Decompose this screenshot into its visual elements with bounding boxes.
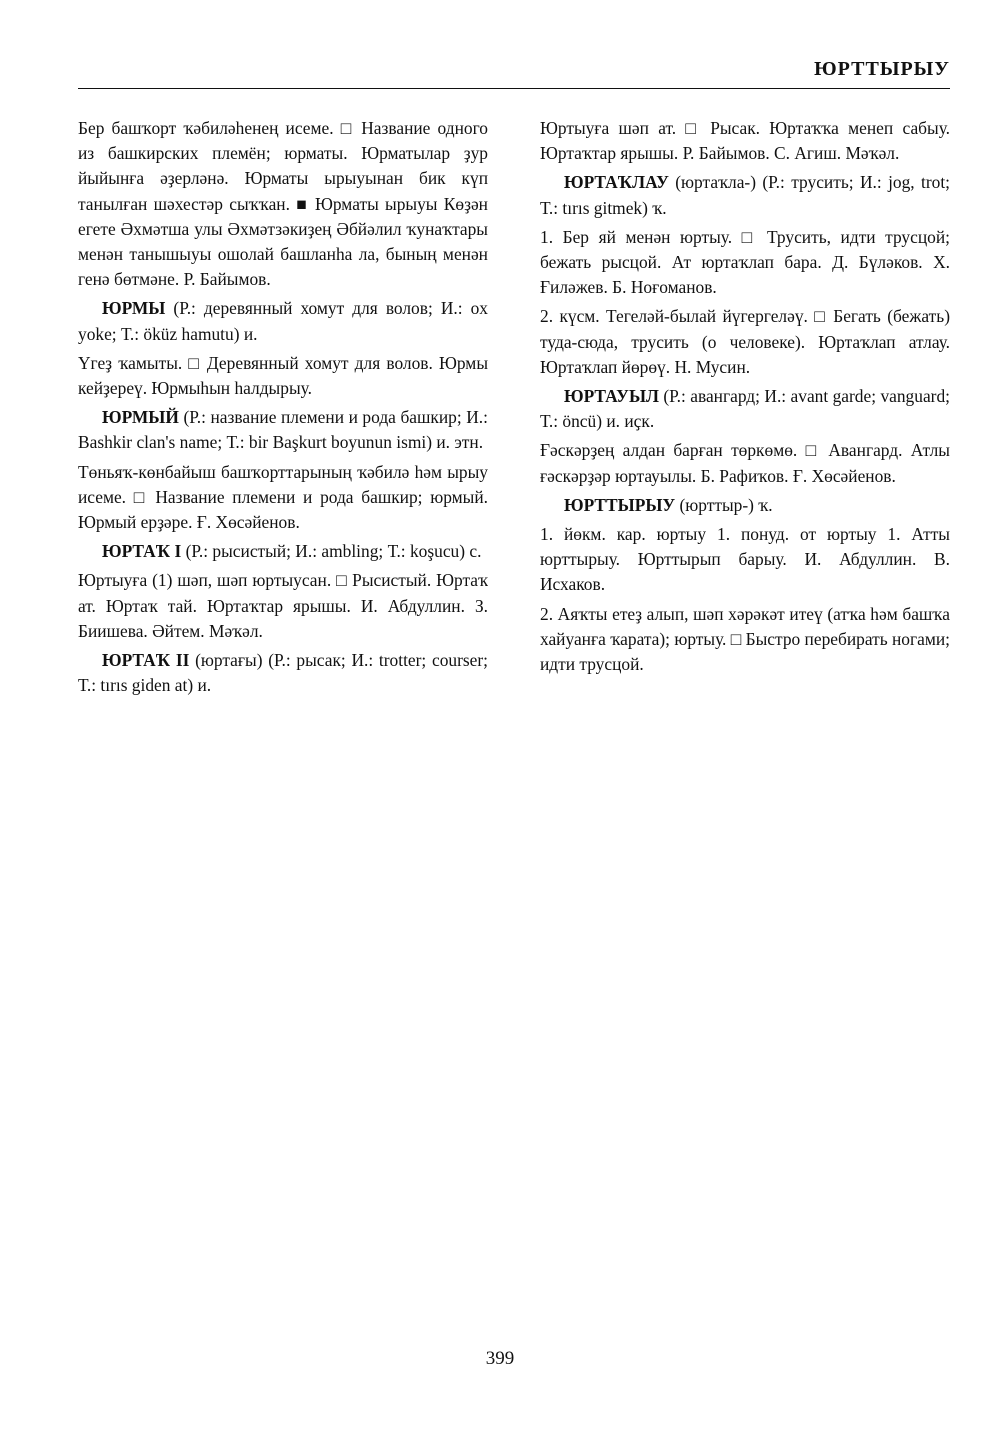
entry-text: (юрттыр-) ҡ. (679, 494, 773, 515)
entry-paragraph (540, 225, 950, 301)
dictionary-entry (540, 170, 950, 220)
entry-text: Юртыуға шәп ат. □ Рысак. Юртаҡҡа менеп сабыу. Юртаҡтар ярышы. Р. Байымов. С. Агиш. Мәҡәл. (540, 118, 950, 164)
entry-headword: ЮРТАҠЛАУ (564, 172, 669, 193)
dictionary-entry (78, 405, 488, 455)
entry-paragraph (540, 522, 950, 598)
dictionary-entry (78, 296, 488, 346)
entry-paragraph (78, 116, 488, 292)
dictionary-entry (78, 648, 488, 698)
entry-paragraph (540, 304, 950, 380)
entry-text: Төньяҡ-көнбайыш башҡорттарының ҡәбилә һәм ырыу исеме. □ Название племени и рода башкир; юрмый. Юрмый ерҙәре. Ғ. Хөсәйенов. (78, 461, 488, 533)
entry-headword: ЮРМЫ (102, 298, 166, 319)
entry-paragraph (78, 568, 488, 644)
two-column-body (78, 116, 950, 1326)
entry-text: 1. йөкм. кар. юртыу 1. понуд. от юртыу 1. Атты юрттырыу. Юрттырып барыу. И. Абдуллин. В. Исхаков. (540, 524, 950, 595)
entry-text: 2. күсм. Тегеләй-былай йүгергеләү. □ Бегать (бежать) туда-сюда, трусить (о человеке). Юртаҡлап атлау. Юртаҡлап йөрөү. Н. Мусин. (540, 306, 950, 377)
entry-text: (Р.: деревянный хомут для волов; И.: ox yoke; Т.: öküz hamutu) и. (78, 298, 488, 344)
entry-text: (Р.: название племени и рода башкир; И.: Bashkir clan's name; Т.: bir Başkurt boyunun ismi) и. этн. (78, 407, 488, 453)
entry-headword: ЮРТАҠ I (102, 541, 182, 562)
entry-text: (юртағы) (Р.: рысак; И.: trotter; courser; Т.: tırıs giden at) и. (78, 650, 488, 696)
entry-text: Юртыуға (1) шәп, шәп юртыусан. □ Рысистый. Юртаҡ ат. Юртаҡ тай. Юртаҡтар ярышы. И. Абдуллин. З. Биишева. Әйтем. Мәҡәл. (78, 570, 488, 641)
entry-headword: ЮРМЫЙ (102, 407, 179, 428)
entry-paragraph (540, 116, 950, 166)
entry-text: 1. Бер яй менән юртыу. □ Трусить, идти трусцой; бежать рысцой. Ат юртаҡлап бара. Д. Бүләков. Х. Ғиләжев. Б. Ноғоманов. (540, 226, 950, 298)
entry-text: 2. Аяҡты етеҙ алып, шәп хәрәкәт итеү (атҡа һәм башҡа хайуанға ҡарата); юртыу. □ Быстро перебирать ногами; идти трусцой. (540, 603, 950, 675)
entry-paragraph (540, 438, 950, 488)
right-column (540, 116, 950, 1326)
dictionary-entry (78, 539, 488, 564)
left-column (78, 116, 488, 1326)
entry-text: Бер башҡорт ҡәбиләһенең исеме. □ Название одного из башкирских племён; юрматы. Юрматылар ҙур йыйынға әҙерләнә. Юрматы ырыуынан бик күп танылған шәхестәр сыҡҡан. ■ Юрматы ырыуы Көҙән егете Әхмәтша улы Әхмәтзәкиҙең Әбйәлил ҡунаҡтары менән танышыуы ошолай башланһа ла, бының менән генә бөтмәне. Р. Байымов. (78, 118, 488, 290)
entry-headword: ЮРТАҠ II (102, 650, 190, 671)
entry-text: (Р.: авангард; И.: avant garde; vanguard; Т.: öncü) и. иҫк. (540, 386, 950, 432)
page-number: 399 (485, 1348, 515, 1369)
running-head (78, 58, 950, 89)
dictionary-entry (540, 384, 950, 434)
entry-headword: ЮРТАУЫЛ (564, 386, 659, 407)
running-head-title: ЮРТТЫРЫУ (814, 58, 950, 80)
entry-headword: ЮРТТЫРЫУ (564, 494, 676, 515)
dictionary-entry (540, 493, 950, 518)
entry-paragraph (78, 351, 488, 401)
entry-text: (Р.: рысистый; И.: ambling; Т.: koşucu) с. (185, 541, 482, 562)
entry-text: Ғәскәрҙең алдан барған төркөмө. □ Авангард. Атлы ғәскәрҙәр юртауылы. Б. Рафиҡов. Ғ. Хөсәйенов. (540, 440, 950, 486)
entry-text: (юртаҡла-) (Р.: трусить; И.: jog, trot; Т.: tırıs gitmek) ҡ. (540, 172, 950, 218)
entry-paragraph (540, 602, 950, 678)
entry-paragraph (78, 460, 488, 536)
entry-text: Үгеҙ ҡамыты. □ Деревянный хомут для волов. Юрмы кейҙереү. Юрмыһын һалдырыу. (78, 352, 488, 399)
